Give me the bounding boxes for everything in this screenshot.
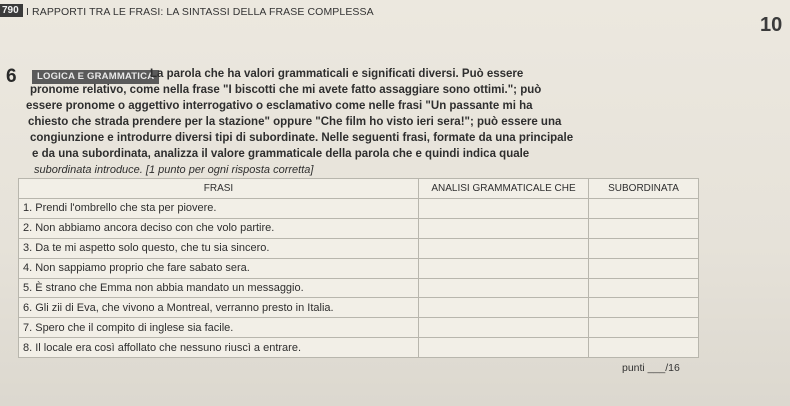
corner-number: 10: [760, 14, 783, 36]
answer-cell[interactable]: [419, 218, 589, 238]
answer-cell[interactable]: [419, 258, 589, 278]
answer-cell[interactable]: [419, 338, 589, 358]
page-number: 790: [0, 4, 23, 17]
answer-cell[interactable]: [419, 298, 589, 318]
exercise-line-7: subordinata introduce. [1 punto per ogni risposta corretta]: [34, 164, 314, 176]
answer-cell[interactable]: [589, 238, 699, 258]
table-row-6: 6. Gli zii di Eva, che vivono a Montreal, verranno presto in Italia.: [19, 298, 419, 318]
answer-cell[interactable]: [589, 199, 699, 219]
exercise-number: 6: [6, 66, 17, 87]
answer-cell[interactable]: [589, 318, 699, 338]
exercise-line-6: e da una subordinata, analizza il valore grammaticale della parola che e quindi indica quale: [32, 148, 530, 160]
table-row-3: 3. Da te mi aspetto solo questo, che tu sia sincero.: [19, 238, 419, 258]
exercise-line-2: pronome relativo, come nella frase "I biscotti che mi avete fatto assaggiare sono ottimi."; può: [30, 84, 542, 96]
table-row-8: 8. Il locale era così affollato che nessuno riuscì a entrare.: [19, 338, 419, 358]
answer-cell[interactable]: [419, 238, 589, 258]
table-row-2: 2. Non abbiamo ancora deciso con che volo partire.: [19, 218, 419, 238]
table-row-7: 7. Spero che il compito di inglese sia facile.: [19, 318, 419, 338]
exercise-line-4: chiesto che strada prendere per la stazione" oppure "Che film ho visto ieri sera!"; può essere una: [28, 116, 562, 128]
answer-cell[interactable]: [419, 318, 589, 338]
exercise-line-1: La parola che ha valori grammaticali e significati diversi. Può essere: [150, 68, 524, 80]
exercise-line-3: essere pronome o aggettivo interrogativo o esclamativo come nelle frasi "Un passante mi ha: [26, 100, 533, 112]
col-subordinata: SUBORDINATA: [589, 179, 699, 199]
answer-table: [18, 178, 699, 358]
table-row-4: 4. Non sappiamo proprio che fare sabato sera.: [19, 258, 419, 278]
answer-cell[interactable]: [589, 298, 699, 318]
answer-cell[interactable]: [589, 338, 699, 358]
answer-cell[interactable]: [589, 278, 699, 298]
answer-cell[interactable]: [419, 199, 589, 219]
chapter-header: I RAPPORTI TRA LE FRASI: LA SINTASSI DELLA FRASE COMPLESSA: [26, 6, 374, 18]
table-row-1: 1. Prendi l'ombrello che sta per piovere.: [19, 199, 419, 219]
exercise-line-5: congiunzione e introdurre diversi tipi di subordinate. Nelle seguenti frasi, formate da una principale: [30, 132, 574, 144]
answer-cell[interactable]: [419, 278, 589, 298]
col-frasi: FRASI: [19, 179, 419, 199]
answer-cell[interactable]: [589, 258, 699, 278]
answer-cell[interactable]: [589, 218, 699, 238]
exercise-tag: LOGICA E GRAMMATICA: [32, 70, 159, 84]
col-analisi: ANALISI GRAMMATICALE CHE: [419, 179, 589, 199]
score-label: punti ___/16: [622, 362, 680, 374]
table-row-5: 5. È strano che Emma non abbia mandato un messaggio.: [19, 278, 419, 298]
